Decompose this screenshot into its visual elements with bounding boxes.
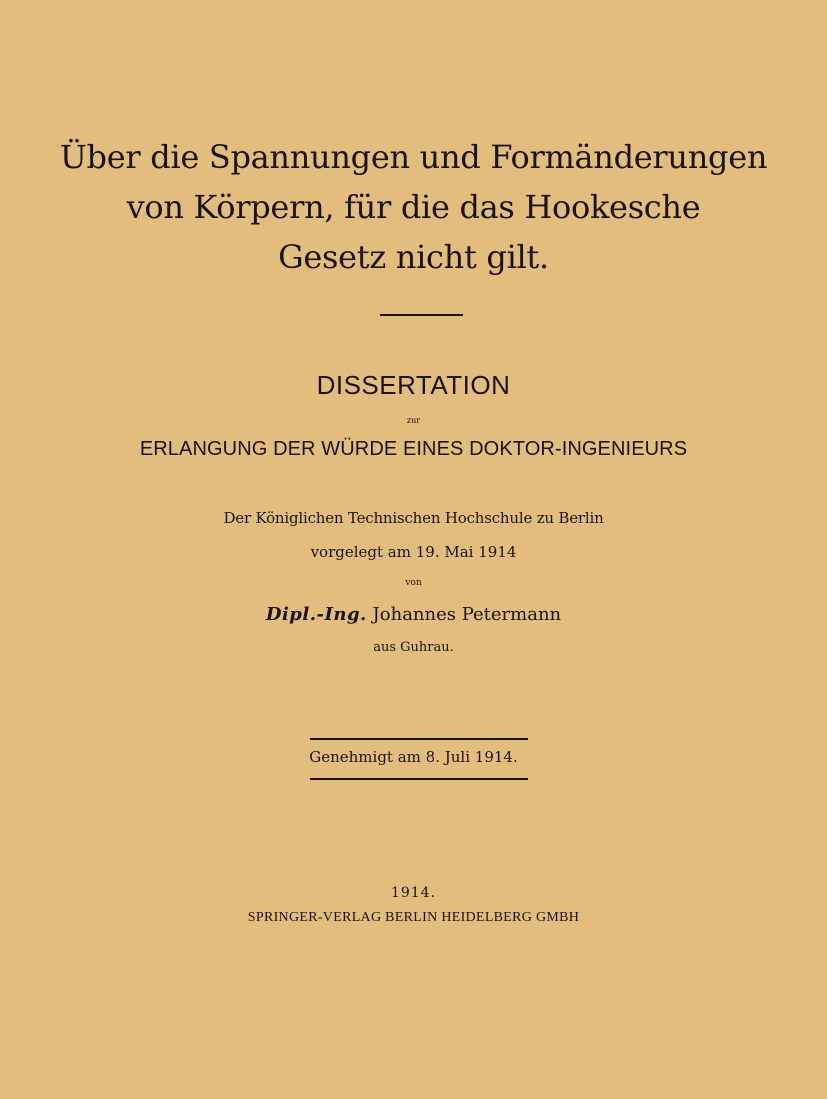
approval-rule-bottom xyxy=(310,778,528,780)
publication-year: 1914. xyxy=(390,885,437,901)
title-line-3: Gesetz nicht gilt. xyxy=(278,238,549,276)
title-divider xyxy=(380,314,463,316)
author-origin: aus Guhrau. xyxy=(373,640,454,655)
author-degree: Dipl.-Ing. xyxy=(265,604,367,625)
approval-rule-top xyxy=(310,738,528,740)
degree-purpose: ERLANGUNG DER WÜRDE EINES DOKTOR-INGENIEURS xyxy=(139,438,688,460)
author-line xyxy=(0,604,827,625)
publisher-name: SPRINGER-VERLAG BERLIN HEIDELBERG GMBH xyxy=(247,910,580,925)
institution-line: Der Königlichen Technischen Hochschule zu Berlin xyxy=(223,509,604,527)
zur-label: zur xyxy=(406,416,421,425)
title-line-1: Über die Spannungen und Formänderungen xyxy=(59,138,768,176)
submission-date: vorgelegt am 19. Mai 1914 xyxy=(310,543,517,561)
von-label: von xyxy=(405,578,422,588)
title-line-2: von Körpern, für die das Hookesche xyxy=(126,188,701,226)
dissertation-heading: DISSERTATION xyxy=(316,370,511,400)
document-title xyxy=(0,132,827,282)
author-name: Johannes Petermann xyxy=(372,604,562,625)
approval-date: Genehmigt am 8. Juli 1914. xyxy=(309,748,518,766)
